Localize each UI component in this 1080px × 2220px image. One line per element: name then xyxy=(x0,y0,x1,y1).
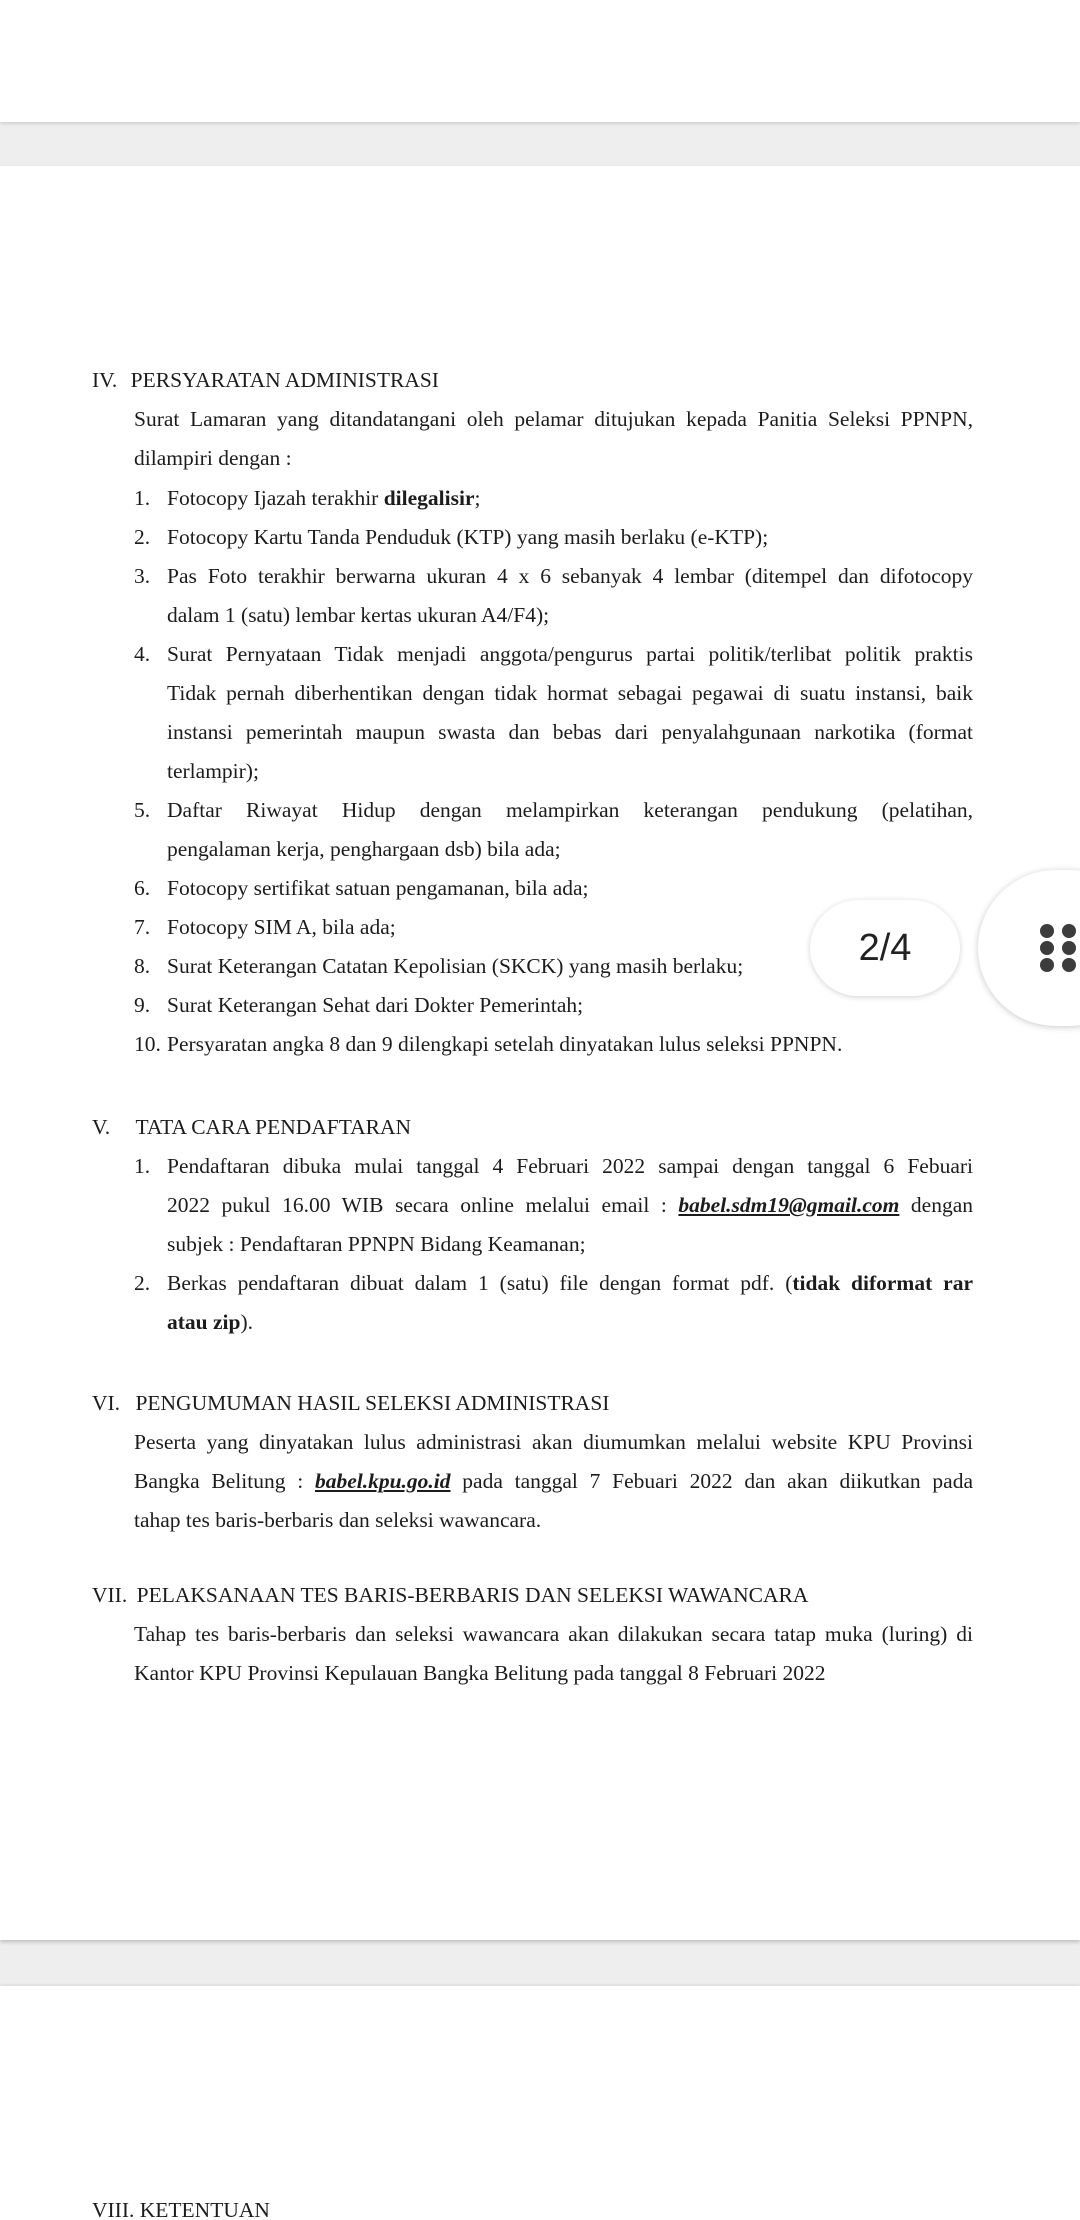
list-item xyxy=(167,1269,973,1297)
section-vii-title: PELAKSANAAN TES BARIS-BERBARIS DAN SELEKSI WAWANCARA xyxy=(136,1583,809,1607)
website-link[interactable]: babel.kpu.go.id xyxy=(314,1469,451,1493)
paragraph-line: Peserta yang dinyatakan lulus administrasi akan diumumkan melalui website KPU Provinsi xyxy=(134,1430,973,1454)
list-item: Pas Foto terakhir berwarna ukuran 4 x 6 sebanyak 4 lembar (ditempel dan difotocopy xyxy=(167,564,973,588)
list-item-continuation xyxy=(167,1308,253,1336)
list-item: Fotocopy sertifikat satuan pengamanan, bila ada; xyxy=(167,876,589,900)
list-item: Persyaratan angka 8 dan 9 dilengkapi setelah dinyatakan lulus seleksi PPNPN. xyxy=(167,1032,843,1056)
list-item-continuation: instansi pemerintah maupun swasta dan bebas dari penyalahgunaan narkotika (format xyxy=(167,720,973,744)
text-span: 2022 pukul 16.00 WIB secara online melalui email : xyxy=(167,1193,679,1217)
list-item-number: 8. xyxy=(134,954,151,978)
bold-text: tidak diformat rar xyxy=(792,1271,973,1295)
list-item-continuation: terlampir); xyxy=(167,759,259,783)
list-item-number: 7. xyxy=(134,915,151,939)
document-page-2 xyxy=(0,166,1080,1940)
section-vi-title: PENGUMUMAN HASIL SELEKSI ADMINISTRASI xyxy=(135,1391,610,1415)
list-item-number: 4. xyxy=(134,642,151,666)
text-span: pada tanggal 7 Febuari 2022 dan akan diikutkan pada xyxy=(450,1469,973,1493)
list-item-number: 2. xyxy=(134,525,151,549)
list-item-number: 5. xyxy=(134,798,151,822)
page-indicator: 2/4 xyxy=(810,900,960,996)
paragraph-line: Kantor KPU Provinsi Kepulauan Bangka Belitung pada tanggal 8 Februari 2022 xyxy=(134,1661,826,1685)
list-item: Pendaftaran dibuka mulai tanggal 4 Februari 2022 sampai dengan tanggal 6 Febuari xyxy=(167,1154,973,1178)
list-item: Fotocopy SIM A, bila ada; xyxy=(167,915,396,939)
paragraph-line: Tahap tes baris-berbaris dan seleksi wawancara akan dilakukan secara tatap muka (luring) di xyxy=(134,1622,973,1646)
text-span: dengan xyxy=(899,1193,973,1217)
section-iv-intro-line-1: Surat Lamaran yang ditandatangani oleh pelamar ditujukan kepada Panitia Seleksi PPNPN, xyxy=(134,407,973,431)
email-link[interactable]: babel.sdm19@gmail.com xyxy=(678,1193,900,1217)
list-item-continuation: pengalaman kerja, penghargaan dsb) bila ada; xyxy=(167,837,561,861)
section-iv-title: PERSYARATAN ADMINISTRASI xyxy=(130,368,439,392)
paragraph-line: tahap tes baris-berbaris dan seleksi wawancara. xyxy=(134,1508,542,1532)
previous-page xyxy=(0,0,1080,122)
list-item-continuation xyxy=(167,1191,973,1219)
list-item-continuation: dalam 1 (satu) lembar kertas ukuran A4/F4); xyxy=(167,603,550,627)
section-v-title: TATA CARA PENDAFTARAN xyxy=(135,1115,412,1139)
list-item: Surat Keterangan Catatan Kepolisian (SKCK) yang masih berlaku; xyxy=(167,954,744,978)
section-vii-heading xyxy=(92,1581,808,1609)
list-item-emphasis: dilegalisir xyxy=(383,486,475,510)
section-vi-number: VI. xyxy=(92,1391,121,1415)
section-v-heading xyxy=(92,1113,411,1141)
paragraph-line xyxy=(134,1467,973,1495)
list-item-number: 1. xyxy=(134,486,151,510)
list-item-text: Fotocopy Ijazah terakhir xyxy=(167,486,384,510)
list-item-punct: ; xyxy=(474,486,481,510)
list-item-continuation: Tidak pernah diberhentikan dengan tidak hormat sebagai pegawai di suatu instansi, baik xyxy=(167,681,973,705)
list-item: Surat Pernyataan Tidak menjadi anggota/pengurus partai politik/terlibat politik praktis xyxy=(167,642,973,666)
list-item-number: 3. xyxy=(134,564,151,588)
list-item-number: 9. xyxy=(134,993,151,1017)
section-v-number: V. xyxy=(92,1115,111,1139)
list-item-number: 10. xyxy=(134,1032,161,1056)
list-item-continuation: subjek : Pendaftaran PPNPN Bidang Keamanan; xyxy=(167,1232,586,1256)
next-page xyxy=(0,1986,1080,2220)
text-span: Berkas pendaftaran dibuat dalam 1 (satu) file dengan format pdf. ( xyxy=(167,1271,793,1295)
list-item xyxy=(167,484,480,512)
list-item-number: 1. xyxy=(134,1154,151,1178)
section-iv-intro-line-2: dilampiri dengan : xyxy=(134,446,292,470)
text-span: ). xyxy=(240,1310,254,1334)
drag-handle-icon xyxy=(1040,924,1080,972)
list-item-number: 2. xyxy=(134,1271,151,1295)
section-vi-heading xyxy=(92,1389,609,1417)
list-item: Daftar Riwayat Hidup dengan melampirkan keterangan pendukung (pelatihan, xyxy=(167,798,973,822)
next-page-heading: VIII. KETENTUAN xyxy=(92,2198,270,2220)
list-item: Fotocopy Kartu Tanda Penduduk (KTP) yang masih berlaku (e-KTP); xyxy=(167,525,769,549)
bold-text: atau zip xyxy=(167,1310,241,1334)
section-vii-number: VII. xyxy=(92,1583,128,1607)
list-item: Surat Keterangan Sehat dari Dokter Pemerintah; xyxy=(167,993,584,1017)
section-iv-number: IV. xyxy=(92,368,118,392)
section-iv-heading xyxy=(92,366,439,394)
list-item-number: 6. xyxy=(134,876,151,900)
text-span: Bangka Belitung : xyxy=(134,1469,315,1493)
